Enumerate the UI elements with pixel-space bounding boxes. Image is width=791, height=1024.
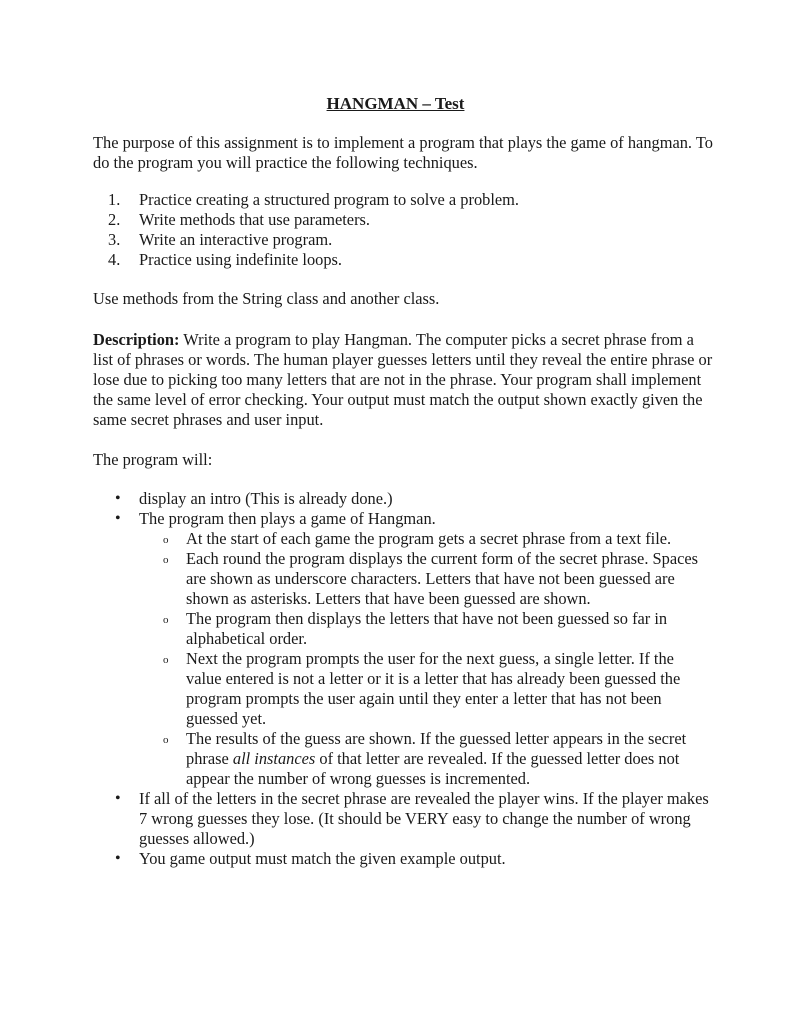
- list-item: • You game output must match the given example output.: [115, 849, 506, 868]
- circle-bullet-icon: o: [163, 654, 169, 666]
- description-text: Write a program to play Hangman. The computer picks a secret phrase from a list of phrases or words. The human player guesses letters until they reveal the entire phrase or lose due to picking too many letters that are not in the phrase. Your program shall implement the same level of error checking. Your output must match the output shown exactly given the same secret phrases and user input.: [93, 330, 713, 429]
- circle-bullet-icon: o: [163, 554, 169, 566]
- sub-list-item: o The program then displays the letters that have not been guessed so far in alphabetical order.: [163, 609, 668, 648]
- circle-bullet-icon: o: [163, 734, 169, 746]
- list-item: • If all of the letters in the secret phrase are revealed the player wins. If the player makes 7 wrong guesses they lose. (It should be VERY easy to change the number of wrong guesses allowed.): [115, 789, 709, 848]
- list-item: • display an intro (This is already done.): [115, 489, 393, 508]
- methods-note: Use methods from the String class and another class.: [93, 289, 440, 308]
- bullet-icon: •: [115, 790, 121, 807]
- list-item: 4. Practice using indefinite loops.: [108, 250, 343, 269]
- techniques-list: [108, 190, 708, 270]
- sub-list-item: o At the start of each game the program gets a secret phrase from a text file.: [163, 529, 672, 548]
- bullet-icon: •: [115, 510, 121, 527]
- program-will-heading: The program will:: [93, 450, 213, 469]
- sub-list-item: o Each round the program displays the current form of the secret phrase. Spaces are shown as underscore characters. Letters that have not been guessed are shown as asterisks. Letters that have been guessed are shown.: [163, 549, 699, 608]
- list-item: • The program then plays a game of Hangman. o At the start of each game the program gets a secret phrase from a text file. o Each round the program displays the current form of the secret phrase. Spaces are shown as underscore characters. Letters that have not been guessed are shown as asterisks. Letters that have been guessed are shown. o The program then displays the letters that have not been guessed so far in alphabetical order. o Next the program prompts the user for the next guess, a single letter. If the value entered is not a letter or it is a letter that has already been guessed the program prompts the user again until they enter a letter that has not been guessed yet. o The results of the guess are shown. If the guessed letter appears in the secret phrase all instances of that letter are revealed. If the guessed letter does not appear the number of wrong guesses is incremented.: [93, 509, 713, 789]
- bullet-icon: •: [115, 850, 121, 867]
- circle-bullet-icon: o: [163, 614, 169, 626]
- sub-list-item: o The results of the guess are shown. If the guessed letter appears in the secret phrase all instances of that letter are revealed. If the guessed letter does not appear the number of wrong guesses is incremented.: [163, 729, 687, 788]
- intro-paragraph: The purpose of this assignment is to implement a program that plays the game of hangman. To do the program you will practice the following techniques.: [93, 133, 713, 172]
- list-item: 2. Write methods that use parameters.: [108, 210, 371, 229]
- document-title: HANGMAN – Test: [326, 94, 465, 113]
- circle-bullet-icon: o: [163, 534, 169, 546]
- list-item: 3. Write an interactive program.: [108, 230, 333, 249]
- description-label: Description:: [93, 330, 180, 349]
- requirements-list: [93, 489, 713, 869]
- description-paragraph: [93, 330, 713, 430]
- list-item: 1. Practice creating a structured program to solve a problem.: [108, 190, 520, 209]
- sub-list-item: o Next the program prompts the user for the next guess, a single letter. If the value entered is not a letter or it is a letter that has already been guessed the program prompts the user again until they enter a letter that has not been guessed yet.: [163, 649, 681, 728]
- bullet-icon: •: [115, 490, 121, 507]
- sub-list: [139, 529, 713, 789]
